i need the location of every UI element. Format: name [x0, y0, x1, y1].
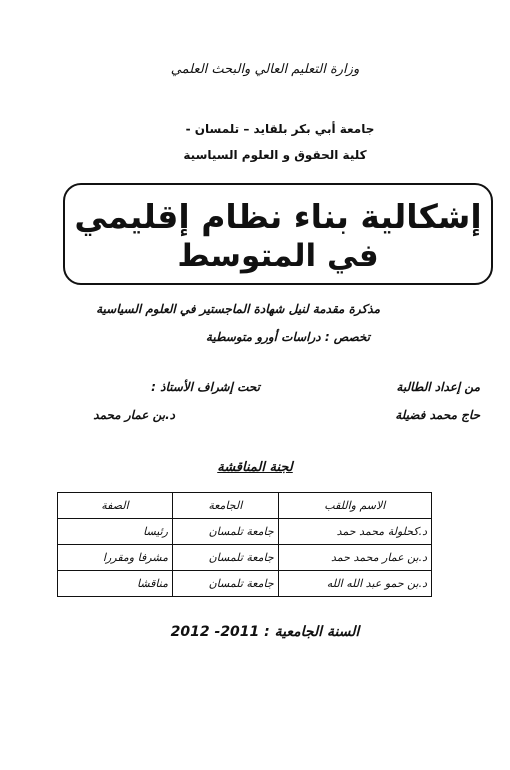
supervision-label: تحت إشراف الأستاذ : [151, 380, 260, 394]
student-name: حاج محمد فضيلة [395, 408, 480, 422]
university-name: جامعة أبي بكر بلقايد – تلمسان - [185, 122, 375, 136]
committee-title: لجنة المناقشة [217, 460, 293, 475]
member-university: جامعة تلمسان [173, 545, 279, 571]
table-row [58, 545, 432, 571]
prepared-by-label: من إعداد الطالبة [396, 380, 480, 394]
committee-table [57, 492, 432, 597]
member-role: مناقشا [58, 571, 173, 597]
header-role: الصفة [58, 493, 173, 519]
title-box [63, 183, 493, 285]
member-university: جامعة تلمسان [173, 519, 279, 545]
table-row [58, 519, 432, 545]
member-name: د.كحلولة محمد حمد [278, 519, 431, 545]
member-name: د.بن عمار محمد حمد [278, 545, 431, 571]
faculty-name: كلية الحقوق و العلوم السياسية [183, 148, 367, 162]
member-role: رئيسا [58, 519, 173, 545]
member-university: جامعة تلمسان [173, 571, 279, 597]
memo-description: مذكرة مقدمة لنيل شهادة الماجستير في العلوم السياسية [96, 302, 380, 316]
academic-year: السنة الجامعية : 2011- 2012 [170, 624, 360, 640]
header-university: الجامعة [173, 493, 279, 519]
member-role: مشرفا ومقررا [58, 545, 173, 571]
ministry-name: وزارة التعليم العالي والبحث العلمي [170, 62, 360, 77]
thesis-title-line-1: إشكالية بناء نظام إقليمي [74, 197, 482, 236]
supervisor-name: د.بن عمار محمد [93, 408, 175, 422]
table-row [58, 571, 432, 597]
table-header-row [58, 493, 432, 519]
header-name: الاسم واللقب [278, 493, 431, 519]
specialization: تخصص : دراسات أورو متوسطية [205, 330, 370, 344]
member-name: د.بن حمو عبد الله الله [278, 571, 431, 597]
thesis-title-line-2: في المتوسط [177, 238, 379, 274]
